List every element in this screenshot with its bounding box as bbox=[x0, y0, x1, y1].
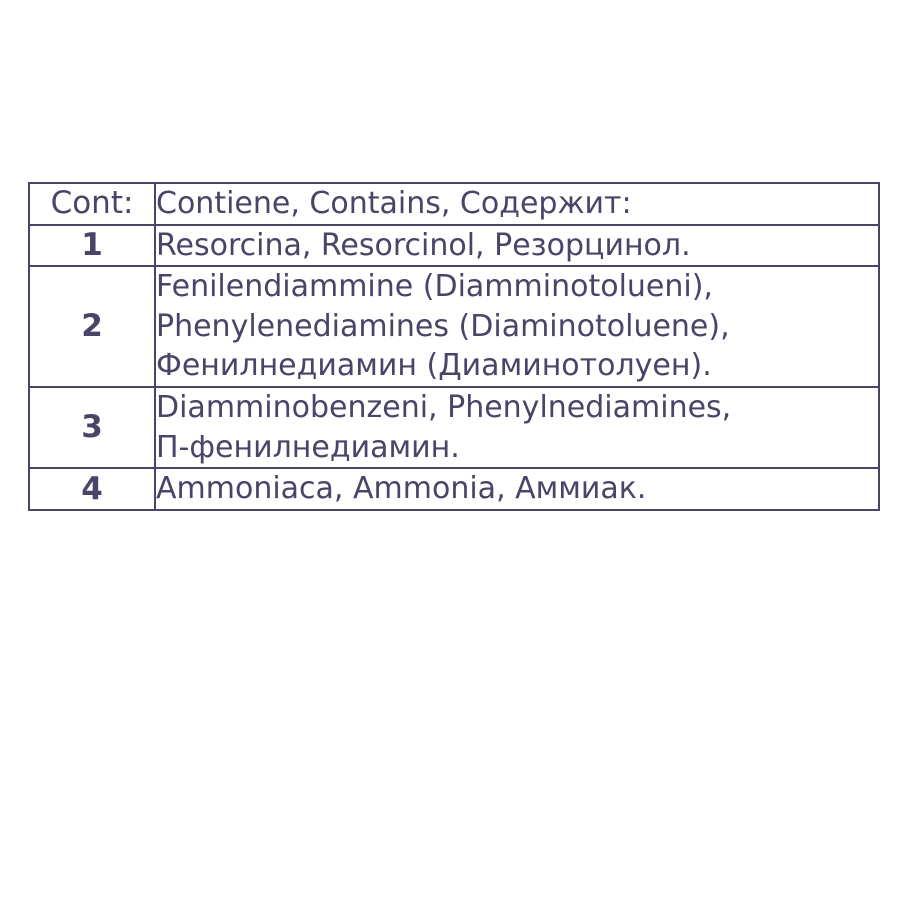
table-row bbox=[29, 468, 879, 510]
row-text-cell bbox=[155, 468, 879, 510]
row-code-cell: 2 bbox=[29, 266, 155, 387]
row-text-line: Ammoniaca, Ammonia, Аммиак. bbox=[156, 471, 647, 507]
row-code-cell: 4 bbox=[29, 468, 155, 510]
header-text-cell bbox=[155, 183, 879, 225]
row-text-line: Resorcina, Resorcinol, Резорцинол. bbox=[156, 227, 691, 263]
ingredients-table-container bbox=[28, 182, 880, 511]
row-text-cell bbox=[155, 225, 879, 267]
row-text-line: Fenilendiammine (Diamminotolueni), bbox=[156, 269, 713, 305]
table-row bbox=[29, 387, 879, 468]
row-text-line: Фенилнедиамин (Диаминотолуен). bbox=[156, 348, 712, 384]
row-text-cell bbox=[155, 387, 879, 468]
row-code-cell: 1 bbox=[29, 225, 155, 267]
row-code-cell: 3 bbox=[29, 387, 155, 468]
row-text-line: П-фенилнедиамин. bbox=[156, 429, 460, 465]
table-row bbox=[29, 266, 879, 387]
ingredients-table bbox=[28, 182, 880, 511]
row-text-line: Phenylenediamines (Diaminotoluene), bbox=[156, 308, 730, 344]
table-row bbox=[29, 225, 879, 267]
table-header-row bbox=[29, 183, 879, 225]
header-code-cell: Cont: bbox=[29, 183, 155, 225]
header-text-line: Contiene, Contains, Содержит: bbox=[156, 186, 632, 221]
row-text-line: Diamminobenzeni, Phenylnediamines, bbox=[156, 389, 732, 425]
row-text-cell bbox=[155, 266, 879, 387]
